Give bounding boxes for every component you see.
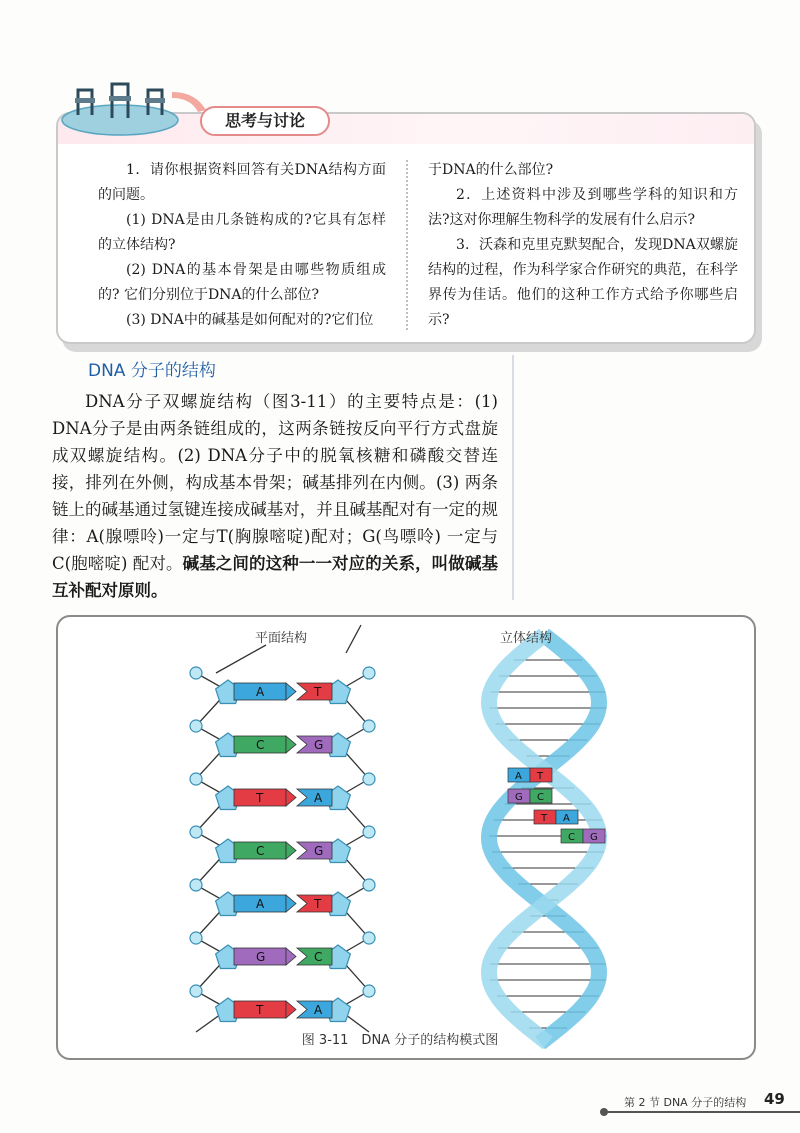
footer-chapter: 第 2 节 DNA 分子的结构	[624, 1096, 747, 1109]
phosphate-right	[363, 932, 375, 944]
dna-structure-figure	[56, 615, 756, 1060]
left-backbone-start	[216, 645, 266, 673]
phosphate-right	[363, 720, 375, 732]
helix-base-right-label: T	[537, 771, 544, 782]
section-title: DNA 分子的结构	[88, 361, 216, 381]
helix-base-left-label: G	[515, 792, 523, 803]
phosphate-right	[363, 826, 375, 838]
base-right-label: G	[314, 738, 324, 752]
base-left-label: A	[256, 685, 265, 699]
discussion-chairs-icon	[60, 70, 210, 140]
phosphate-right	[363, 985, 375, 997]
phosphate-right	[363, 667, 375, 679]
phosphate-left	[190, 773, 202, 785]
base-left-tip	[286, 948, 296, 965]
margin-rule	[512, 355, 514, 600]
discussion-column-divider	[406, 160, 408, 330]
base-right-label: C	[314, 950, 323, 964]
discussion-title: 思考与讨论	[200, 106, 330, 136]
base-left-tip	[286, 895, 296, 912]
base-left-tip	[286, 1001, 296, 1018]
page-number: 49	[764, 1090, 785, 1108]
base-right-label: A	[314, 791, 323, 805]
discussion-question-3: 3．沃森和克里克默契配合，发现DNA双螺旋结构的过程，作为科学家合作研究的典范，在科学界传为佳话。他们的这种工作方式给予你哪些启示?	[428, 237, 738, 328]
base-right-label: T	[314, 685, 322, 699]
discussion-left-column	[98, 158, 386, 333]
helix-base-left-label: T	[541, 813, 548, 824]
phosphate-right	[363, 879, 375, 891]
helix-base-right-label: A	[563, 813, 570, 824]
phosphate-right	[363, 773, 375, 785]
discussion-question-1-1: (1) DNA是由几条链构成的?它具有怎样的立体结构?	[98, 212, 386, 253]
phosphate-left	[190, 985, 202, 997]
base-right-label: T	[314, 897, 322, 911]
base-left-label: G	[256, 950, 266, 964]
discussion-question-1: 1．请你根据资料回答有关DNA结构方面的问题。	[98, 162, 386, 203]
label-planar-structure: 平面结构	[255, 631, 308, 646]
helix-base-left-label: A	[515, 771, 522, 782]
phosphate-left	[190, 932, 202, 944]
label-3d-structure: 立体结构	[500, 631, 553, 646]
discussion-question-1-2: (2) DNA的基本骨架是由哪些物质组成的? 它们分别位于DNA的什么部位?	[98, 262, 386, 303]
section-body-text: DNA分子双螺旋结构（图3-11）的主要特点是：(1) DNA分子是由两条链组成的，这两条链按反向平行方式盘旋成双螺旋结构。(2) DNA分子中的脱氧核糖和磷酸交替连接，排列在外侧，构成基本骨架；碱基排列在内侧。(3) 两条链上的碱基通过氢键连接成碱基对，并且碱基配对有一定的规律：A(腺嘌呤)一定与T(胸腺嘧啶)配对；G(鸟嘌呤) 一定与C(胞嘧啶) 配对。	[52, 392, 498, 573]
phosphate-left	[190, 720, 202, 732]
base-left-label: A	[256, 897, 265, 911]
base-left-tip	[286, 736, 296, 753]
base-right-label: G	[314, 844, 324, 858]
discussion-right-column	[428, 158, 738, 333]
discussion-question-1-3: (3) DNA中的碱基是如何配对的?它们位	[126, 312, 374, 328]
section-body	[52, 388, 498, 604]
phosphate-left	[190, 879, 202, 891]
right-backbone-start	[346, 625, 361, 653]
base-left-label: C	[256, 738, 265, 752]
helix-base-left-label: C	[568, 832, 575, 843]
base-left-tip	[286, 842, 296, 859]
base-left-label: C	[256, 844, 265, 858]
figure-caption: 图 3-11 DNA 分子的结构模式图	[301, 1033, 499, 1048]
base-left-label: T	[256, 791, 264, 805]
phosphate-left	[190, 826, 202, 838]
base-left-label: T	[256, 1003, 264, 1017]
discussion-question-2: 2．上述资料中涉及到哪些学科的知识和方法?这对你理解生物科学的发展有什么启示?	[428, 187, 738, 228]
phosphate-left	[190, 667, 202, 679]
discussion-question-1-3-cont: 于DNA的什么部位?	[428, 162, 554, 178]
base-right-label: A	[314, 1003, 323, 1017]
helix-base-right-label: G	[590, 832, 598, 843]
footer-rule	[605, 1111, 800, 1113]
base-left-tip	[286, 789, 296, 806]
helix-base-right-label: C	[537, 792, 544, 803]
base-left-tip	[286, 683, 296, 700]
section-body-bold: 碱基之间的这种一一对应的关系，叫做碱基互补配对原则。	[52, 554, 498, 600]
